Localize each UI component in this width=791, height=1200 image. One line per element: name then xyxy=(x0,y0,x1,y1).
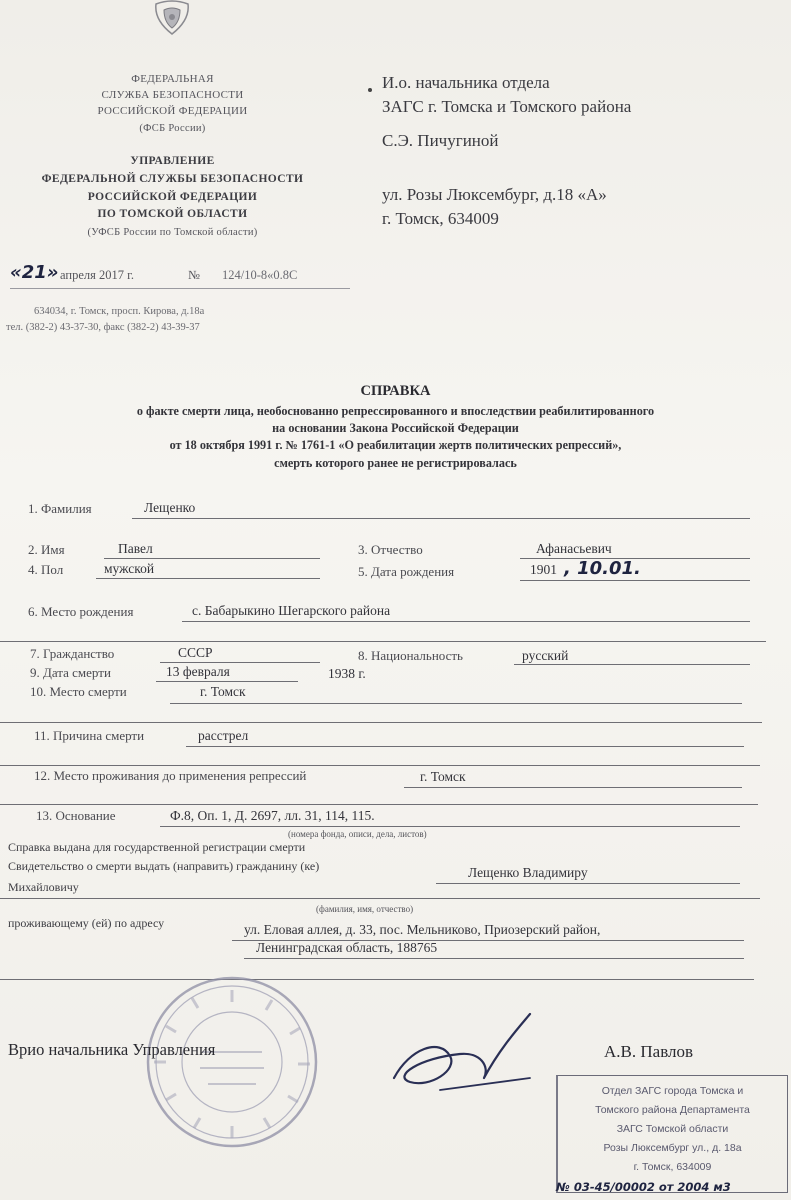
first-name-line xyxy=(104,558,320,559)
deathplace-line xyxy=(170,703,742,704)
address-label: проживающему (ей) по адресу xyxy=(8,916,165,930)
citizenship-line xyxy=(160,662,320,663)
signatory-name: А.В. Павлов xyxy=(604,1042,694,1061)
nationality-value: русский xyxy=(522,648,569,663)
recipient-street: ул. Розы Люксембург, д.18 «А» xyxy=(382,185,607,204)
dept-abbrev: (УФСБ России по Томской области) xyxy=(87,227,258,238)
dept-line2: ФЕДЕРАЛЬНОЙ СЛУЖБЫ БЕЗОПАСНОСТИ xyxy=(41,173,304,185)
official-seal xyxy=(142,972,322,1152)
residence-line xyxy=(404,787,742,788)
birthdate-value: 1901 xyxy=(530,562,557,577)
date-month-year: апреля 2017 г. xyxy=(60,268,134,282)
birthdate-handwritten: , 10.01. xyxy=(564,558,641,579)
patronymic-label: 3. Отчество xyxy=(358,542,423,557)
cause-label: 11. Причина смерти xyxy=(34,728,145,743)
recipient-name: С.Э. Пичугиной xyxy=(382,131,499,150)
zags-stamp-line5: г. Томск, 634009 xyxy=(633,1161,712,1173)
subtitle-line4: смерть которого ранее не регистрировалась xyxy=(274,456,517,470)
deathdate-year: 1938 г. xyxy=(328,666,366,681)
zags-stamp xyxy=(556,1075,788,1193)
patronymic-value: Афанасьевич xyxy=(536,541,612,556)
deathdate-value: 13 февраля xyxy=(166,664,230,679)
deathdate-label: 9. Дата смерти xyxy=(30,665,111,680)
recipient-title1: И.о. начальника отдела xyxy=(382,73,550,92)
zags-stamp-line2: Томского района Департамента xyxy=(595,1104,750,1116)
recipient-patronymic: Михайловичу xyxy=(8,880,79,894)
nationality-line xyxy=(514,664,750,665)
surname-label: 1. Фамилия xyxy=(28,501,92,516)
recipient-caption: (фамилия, имя, отчество) xyxy=(316,904,414,914)
recipient-address2: Ленинградская область, 188765 xyxy=(256,940,438,955)
subtitle-line3: от 18 октября 1991 г. № 1761-1 «О реабилитации жертв политических репрессий», xyxy=(169,438,622,452)
outgoing-number: 124/10-8«0.8С xyxy=(222,268,298,282)
recipient-line xyxy=(436,883,740,884)
recipient-title2: ЗАГС г. Томска и Томского района xyxy=(382,97,632,116)
zags-stamp-line1: Отдел ЗАГС города Томска и xyxy=(601,1085,744,1097)
recipient-address1: ул. Еловая аллея, д. 33, пос. Мельниково, Приозерский район, xyxy=(244,922,601,937)
deathplace-line2 xyxy=(0,722,762,723)
birthplace-value: с. Бабарыкино Шегарского района xyxy=(192,603,391,618)
citizenship-value: СССР xyxy=(178,645,213,660)
number-prefix: № xyxy=(188,268,200,282)
zags-handwritten-number: № 03-45/00002 от 2004 м3 xyxy=(556,1180,731,1194)
zags-stamp-line3: ЗАГС Томской области xyxy=(616,1123,729,1135)
subtitle-line1: о факте смерти лица, необоснованно репрессированного и впоследствии реабилитированного xyxy=(136,404,655,418)
citizenship-label: 7. Гражданство xyxy=(30,646,115,661)
signatory-position: Врио начальника Управления xyxy=(8,1040,216,1059)
basis-value: Ф.8, Оп. 1, Д. 2697, лл. 31, 114, 115. xyxy=(170,808,375,823)
sex-value: мужской xyxy=(104,561,155,576)
document-title: СПРАВКА xyxy=(360,383,431,399)
org-abbrev: (ФСБ России) xyxy=(139,123,206,134)
birthplace-line xyxy=(182,621,750,622)
zags-stamp-line4: Розы Люксембург ул., д. 18а xyxy=(603,1142,742,1154)
basis-caption: (номера фонда, описи, дела, листов) xyxy=(288,829,427,839)
basis-label: 13. Основание xyxy=(36,808,116,823)
org-address: 634034, г. Томск, просп. Кирова, д.18а xyxy=(34,306,205,317)
org-name-line1: ФЕДЕРАЛЬНАЯ xyxy=(131,73,214,85)
recipient-fullname: Лещенко Владимиру xyxy=(468,865,588,880)
date-day: «21» xyxy=(10,262,59,283)
cause-line xyxy=(186,746,744,747)
recipient-city: г. Томск, 634009 xyxy=(382,209,499,228)
org-phone: тел. (382-2) 43-37-30, факс (382-2) 43-39-37 xyxy=(6,322,200,333)
dept-line1: УПРАВЛЕНИЕ xyxy=(130,155,215,167)
subtitle-line2: на основании Закона Российской Федерации xyxy=(272,421,519,435)
issued-for-text: Справка выдана для государственной регистрации смерти xyxy=(8,840,306,854)
sex-label: 4. Пол xyxy=(28,562,64,577)
birthplace-label: 6. Место рождения xyxy=(28,604,134,619)
surname-value: Лещенко xyxy=(144,500,196,515)
surname-line xyxy=(132,518,750,519)
residence-line2 xyxy=(0,804,758,805)
residence-value: г. Томск xyxy=(420,769,466,784)
date-underline xyxy=(10,288,350,289)
dept-line3: РОССИЙСКОЙ ФЕДЕРАЦИИ xyxy=(87,191,258,203)
address-line2 xyxy=(244,958,744,959)
birthplace-line2 xyxy=(0,641,766,642)
cause-line2 xyxy=(0,765,760,766)
org-name-line2: СЛУЖБА БЕЗОПАСНОСТИ xyxy=(101,89,244,101)
residence-label: 12. Место проживания до применения репрессий xyxy=(34,768,307,783)
first-name-value: Павел xyxy=(118,541,153,556)
sex-line xyxy=(96,578,320,579)
birthdate-line xyxy=(520,580,750,581)
deathplace-label: 10. Место смерти xyxy=(30,684,127,699)
nationality-label: 8. Национальность xyxy=(358,648,463,663)
basis-line xyxy=(160,826,740,827)
address-line3 xyxy=(0,979,754,980)
deathplace-value: г. Томск xyxy=(200,684,246,699)
org-name-line3: РОССИЙСКОЙ ФЕДЕРАЦИИ xyxy=(97,105,248,117)
recipient-line2 xyxy=(0,898,760,899)
emblem-icon xyxy=(150,0,194,38)
cause-value: расстрел xyxy=(198,728,249,743)
bullet-dot xyxy=(368,88,372,92)
signature-mark xyxy=(380,1008,550,1098)
first-name-label: 2. Имя xyxy=(28,542,65,557)
birthdate-label: 5. Дата рождения xyxy=(358,564,455,579)
certificate-issue-text: Свидетельство о смерти выдать (направить) гражданину (ке) xyxy=(8,859,320,873)
deathdate-line xyxy=(156,681,298,682)
dept-line4: ПО ТОМСКОЙ ОБЛАСТИ xyxy=(97,208,248,220)
